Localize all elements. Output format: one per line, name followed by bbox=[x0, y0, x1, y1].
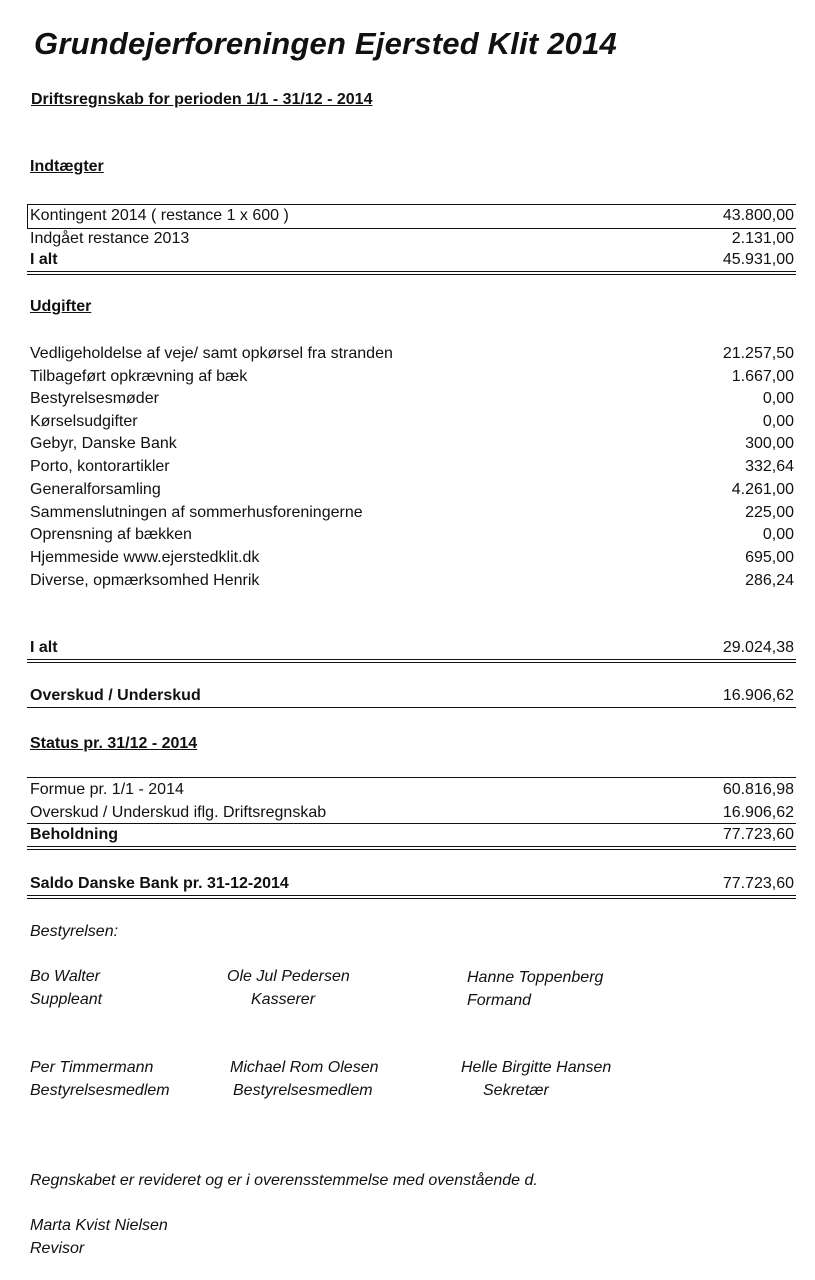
auditor bbox=[30, 1214, 168, 1260]
document-title: Grundejerforeningen Ejersted Klit 2014 bbox=[34, 26, 617, 61]
board-member-name: Helle Birgitte Hansen bbox=[461, 1059, 612, 1076]
board-member-name: Michael Rom Olesen bbox=[230, 1059, 379, 1076]
bank-row bbox=[30, 873, 794, 895]
expense-row-amount: 300,00 bbox=[745, 435, 794, 452]
expense-row-label: Vedligeholdelse af veje/ samt opkørsel fra stranden bbox=[30, 345, 393, 362]
expense-row bbox=[30, 570, 794, 592]
expense-row-amount: 286,24 bbox=[745, 572, 794, 589]
income-row-amount: 43.800,00 bbox=[722, 207, 794, 224]
result-label: Overskud / Underskud bbox=[30, 687, 201, 704]
board-member bbox=[30, 1056, 170, 1102]
expense-row bbox=[30, 502, 794, 524]
expense-row-label: Bestyrelsesmøder bbox=[30, 390, 159, 407]
board-member-role: Formand bbox=[467, 992, 532, 1009]
expense-row bbox=[30, 433, 794, 455]
income-box-left bbox=[27, 204, 28, 228]
expenses-total-amount: 29.024,38 bbox=[722, 639, 794, 656]
expense-row-label: Gebyr, Danske Bank bbox=[30, 435, 177, 452]
status-total-double-rule bbox=[27, 846, 796, 850]
income-heading: Indtægter bbox=[30, 158, 104, 175]
expense-row-label: Hjemmeside www.ejerstedklit.dk bbox=[30, 549, 260, 566]
expense-row-amount: 695,00 bbox=[745, 549, 794, 566]
expense-row-amount: 0,00 bbox=[762, 413, 794, 430]
audit-statement: Regnskabet er revideret og er i overensstemmelse med ovenstående d. bbox=[30, 1172, 538, 1189]
income-total-amount: 45.931,00 bbox=[722, 251, 794, 268]
bank-amount: 77.723,60 bbox=[722, 875, 794, 892]
board-member-name: Hanne Toppenberg bbox=[467, 969, 604, 986]
income-row bbox=[30, 228, 794, 250]
auditor-role: Revisor bbox=[30, 1240, 85, 1257]
board-member-name: Per Timmermann bbox=[30, 1059, 154, 1076]
board-member-name: Bo Walter bbox=[30, 968, 100, 985]
income-row-label: Kontingent 2014 ( restance 1 x 600 ) bbox=[30, 207, 289, 224]
status-row-amount: 60.816,98 bbox=[722, 781, 794, 798]
income-total-row bbox=[30, 249, 794, 271]
expense-row bbox=[30, 524, 794, 546]
expense-row bbox=[30, 547, 794, 569]
expense-row-label: Sammenslutningen af sommerhusforeningerne bbox=[30, 504, 363, 521]
expense-row-label: Diverse, opmærksomhed Henrik bbox=[30, 572, 260, 589]
board-member-role: Suppleant bbox=[30, 991, 103, 1008]
board-member-name: Ole Jul Pedersen bbox=[227, 968, 350, 985]
document-subtitle: Driftsregnskab for perioden 1/1 - 31/12 - 2014 bbox=[31, 91, 373, 108]
expense-row bbox=[30, 479, 794, 501]
board-member-role: Bestyrelsesmedlem bbox=[30, 1082, 170, 1099]
status-total-label: Beholdning bbox=[30, 826, 118, 843]
status-row-amount: 16.906,62 bbox=[722, 804, 794, 821]
expenses-total-row bbox=[30, 637, 794, 659]
expense-row bbox=[30, 388, 794, 410]
status-total-row bbox=[30, 824, 794, 846]
board-member-role: Kasserer bbox=[251, 991, 316, 1008]
expense-row-label: Porto, kontorartikler bbox=[30, 458, 170, 475]
expense-row-amount: 4.261,00 bbox=[731, 481, 794, 498]
board-member bbox=[461, 1056, 611, 1102]
status-row bbox=[30, 779, 794, 801]
result-row bbox=[30, 685, 794, 707]
board-member bbox=[230, 1056, 379, 1102]
expenses-total-double-rule bbox=[27, 659, 796, 663]
expense-row-label: Generalforsamling bbox=[30, 481, 161, 498]
board-member bbox=[30, 965, 102, 1011]
income-total-label: I alt bbox=[30, 251, 58, 268]
board-member bbox=[467, 966, 603, 1012]
expense-row bbox=[30, 343, 794, 365]
expense-row-amount: 0,00 bbox=[762, 390, 794, 407]
board-member-role: Sekretær bbox=[483, 1082, 549, 1099]
status-row-label: Overskud / Underskud iflg. Driftsregnskab bbox=[30, 804, 327, 821]
expenses-heading: Udgifter bbox=[30, 298, 92, 315]
board-heading: Bestyrelsen: bbox=[30, 923, 119, 940]
income-row-label: Indgået restance 2013 bbox=[30, 230, 190, 247]
expense-row-amount: 225,00 bbox=[745, 504, 794, 521]
status-heading: Status pr. 31/12 - 2014 bbox=[30, 735, 198, 752]
result-amount: 16.906,62 bbox=[722, 687, 794, 704]
status-row bbox=[30, 802, 794, 824]
expense-row bbox=[30, 366, 794, 388]
expense-row bbox=[30, 456, 794, 478]
expense-row-amount: 0,00 bbox=[762, 526, 794, 543]
expense-row bbox=[30, 411, 794, 433]
expense-row-label: Tilbageført opkrævning af bæk bbox=[30, 368, 248, 385]
expense-row-amount: 332,64 bbox=[745, 458, 794, 475]
income-row-amount: 2.131,00 bbox=[731, 230, 794, 247]
expense-row-label: Oprensning af bækken bbox=[30, 526, 192, 543]
expense-row-amount: 1.667,00 bbox=[731, 368, 794, 385]
expenses-total-label: I alt bbox=[30, 639, 58, 656]
board-member-role: Bestyrelsesmedlem bbox=[233, 1082, 373, 1099]
auditor-name: Marta Kvist Nielsen bbox=[30, 1217, 168, 1234]
bank-label: Saldo Danske Bank pr. 31-12-2014 bbox=[30, 875, 289, 892]
expense-row-amount: 21.257,50 bbox=[722, 345, 794, 362]
income-row bbox=[30, 205, 794, 227]
board-member bbox=[227, 965, 350, 1011]
expense-row-label: Kørselsudgifter bbox=[30, 413, 138, 430]
bank-double-rule bbox=[27, 895, 796, 899]
result-rule bbox=[27, 707, 796, 708]
status-top-rule bbox=[27, 777, 796, 778]
income-total-double-rule bbox=[27, 271, 796, 275]
status-total-amount: 77.723,60 bbox=[722, 826, 794, 843]
status-row-label: Formue pr. 1/1 - 2014 bbox=[30, 781, 184, 798]
